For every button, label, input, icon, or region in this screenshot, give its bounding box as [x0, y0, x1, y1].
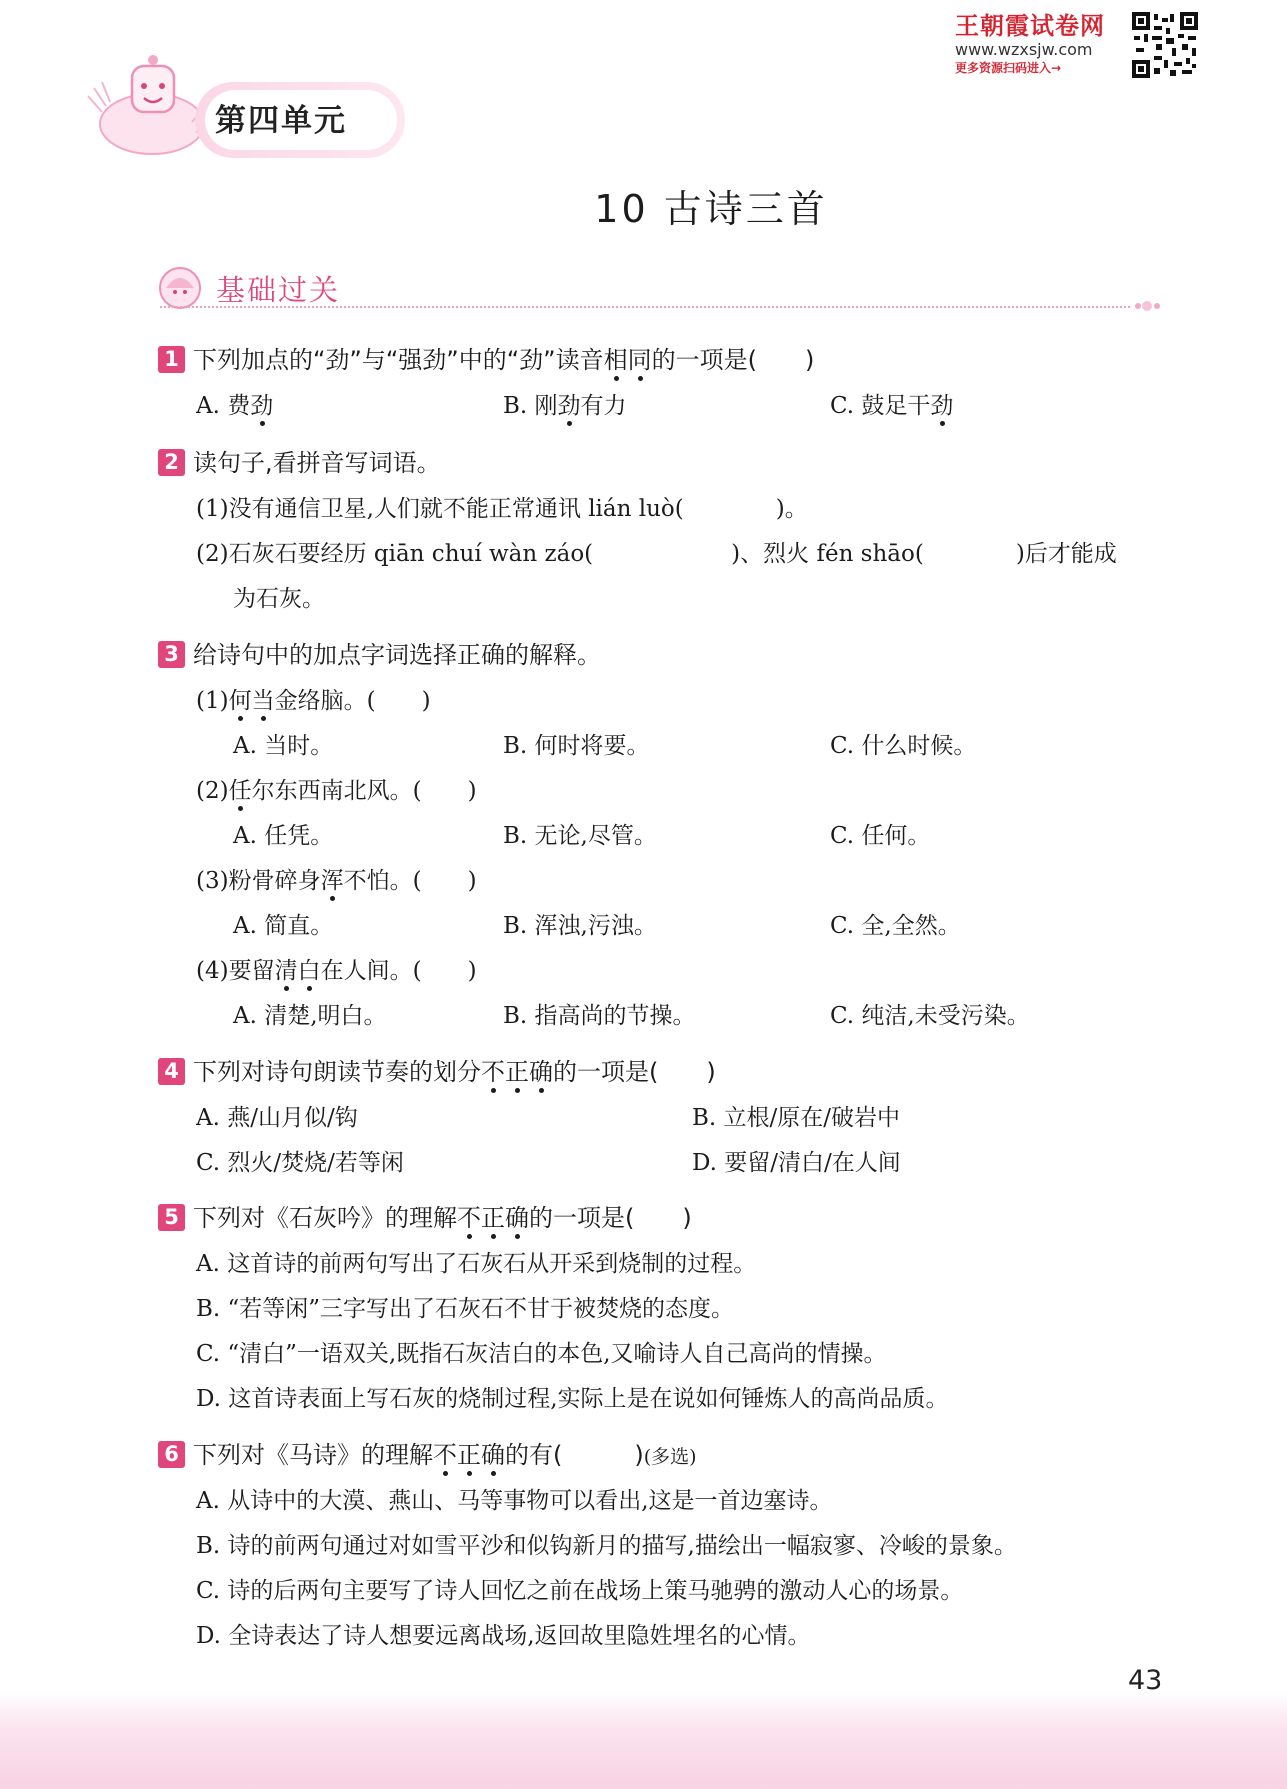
section-divider [160, 306, 1130, 308]
option-b: B. 浑浊,污浊。 [503, 913, 657, 939]
option-c: C. 烈火/焚烧/若等闲 [196, 1150, 404, 1176]
option-b: B. 立根/原在/破岩中 [692, 1105, 901, 1131]
question-4-stem: 4 下列对诗句朗读节奏的划分不正确的一项是( ) [158, 1052, 716, 1087]
brand-name: 王朝霞试卷网 [955, 12, 1105, 40]
footer-band [0, 1690, 1287, 1789]
sub-question-1: (1)何当金络脑。( ) [196, 688, 431, 714]
option-b: B. 刚劲有力 [503, 393, 627, 419]
option-b: B. 何时将要。 [503, 733, 650, 759]
question-number: 5 [158, 1204, 185, 1231]
lesson-title: 10 古诗三首 [594, 187, 828, 231]
unit-title: 第四单元 [215, 103, 347, 139]
option-c: C. 鼓足干劲 [830, 393, 954, 419]
question-6-stem: 6 下列对《马诗》的理解不正确的有( )(多选) [158, 1435, 697, 1470]
option-a: A. 燕/山月似/钩 [196, 1105, 358, 1131]
sentence-2-cont: 为石灰。 [233, 586, 325, 612]
option-b: B. “若等闲”三字写出了石灰石不甘于被焚烧的态度。 [196, 1296, 735, 1322]
option-b: B. 指高尚的节操。 [503, 1003, 696, 1029]
option-b: B. 无论,尽管。 [503, 823, 657, 849]
option-a: A. 当时。 [233, 733, 334, 759]
option-d: D. 要留/清白/在人间 [692, 1150, 901, 1176]
option-c: C. “清白”一语双关,既指石灰洁白的本色,又喻诗人自己高尚的情操。 [196, 1341, 887, 1367]
option-c: C. 诗的后两句主要写了诗人回忆之前在战场上策马驰骋的激动人心的场景。 [196, 1578, 964, 1604]
question-5-stem: 5 下列对《石灰吟》的理解不正确的一项是( ) [158, 1198, 692, 1233]
multi-select-note: (多选) [643, 1446, 697, 1468]
page-number: 43 [1128, 1665, 1163, 1696]
brand-url: www.wzxsjw.com [955, 40, 1093, 59]
sentence-1: (1)没有通信卫星,人们就不能正常通讯 lián luò( )。 [196, 496, 808, 522]
option-a: A. 费劲 [196, 393, 274, 419]
option-a: A. 清楚,明白。 [233, 1003, 387, 1029]
sentence-2: (2)石灰石要经历 qiān chuí wàn záo( )、烈火 fén shāo( )后才能成 [196, 541, 1117, 567]
sub-question-4: (4)要留清白在人间。( ) [196, 958, 477, 984]
option-b: B. 诗的前两句通过对如雪平沙和似钩新月的描写,描绘出一幅寂寥、冷峻的景象。 [196, 1533, 1017, 1559]
question-number: 3 [158, 641, 185, 668]
option-c: C. 纯洁,未受污染。 [830, 1003, 1030, 1029]
option-d: D. 全诗表达了诗人想要远离战场,返回故里隐姓埋名的心情。 [196, 1623, 811, 1649]
option-c: C. 什么时候。 [830, 733, 977, 759]
section-title: 基础过关 [216, 273, 341, 307]
mascot-icon [80, 52, 210, 162]
option-c: C. 任何。 [830, 823, 931, 849]
question-number: 2 [158, 449, 185, 476]
question-1-stem: 1 下列加点的“劲”与“强劲”中的“劲”读音相同的一项是( ) [158, 340, 814, 375]
qr-code-icon[interactable] [1132, 12, 1198, 78]
option-c: C. 全,全然。 [830, 913, 961, 939]
question-3-stem: 3 给诗句中的加点字词选择正确的解释。 [158, 635, 601, 670]
divider-dots-icon [1132, 298, 1162, 314]
sub-question-2: (2)任尔东西南北风。( ) [196, 778, 477, 804]
option-a: A. 从诗中的大漠、燕山、马等事物可以看出,这是一首边塞诗。 [196, 1488, 833, 1514]
option-d: D. 这首诗表面上写石灰的烧制过程,实际上是在说如何锤炼人的高尚品质。 [196, 1386, 949, 1412]
question-number: 1 [158, 346, 185, 373]
question-2-stem: 2 读句子,看拼音写词语。 [158, 443, 441, 478]
option-a: A. 简直。 [233, 913, 334, 939]
question-number: 4 [158, 1058, 185, 1085]
question-number: 6 [158, 1441, 185, 1468]
sub-question-3: (3)粉骨碎身浑不怕。( ) [196, 868, 477, 894]
section-mascot-icon [158, 266, 202, 310]
option-a: A. 任凭。 [233, 823, 334, 849]
option-a: A. 这首诗的前两句写出了石灰石从开采到烧制的过程。 [196, 1251, 757, 1277]
brand-tip: 更多资源扫码进入→ [955, 61, 1062, 75]
